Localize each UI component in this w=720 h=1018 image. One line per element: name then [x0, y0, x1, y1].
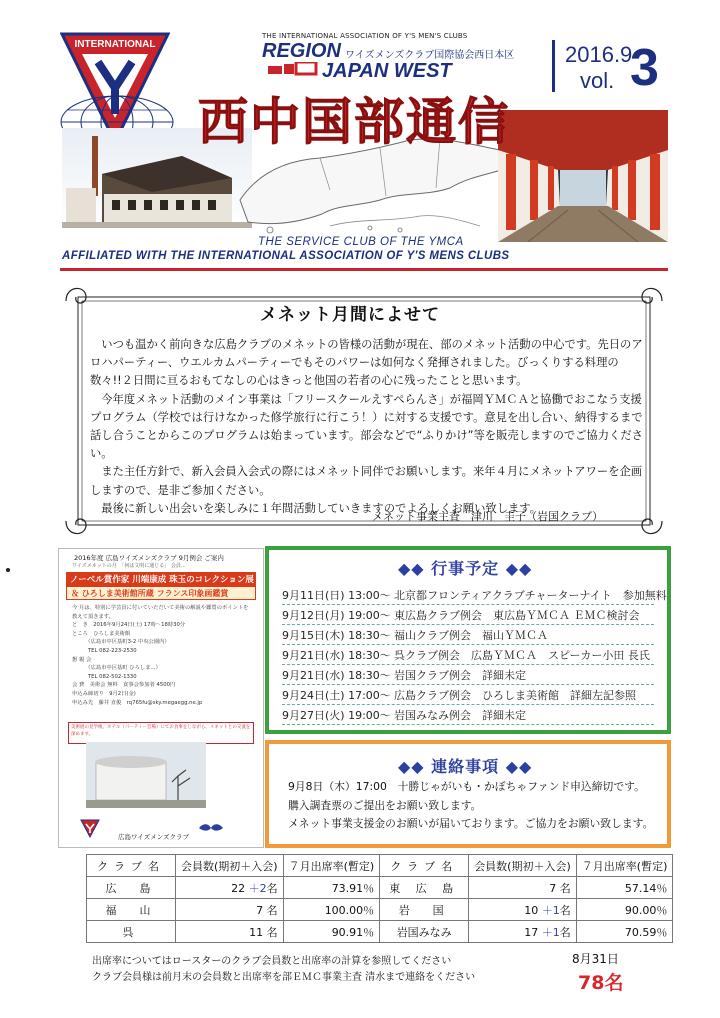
flyer-line: ところ ひろしま美術館: [72, 630, 131, 637]
flyer-line: 今 月は、特別に学芸員に付いていただいて美術の解説や鑑賞のポイントを教えて頂きます。: [72, 605, 249, 620]
col-header: 会員数(期初＋入会): [469, 855, 577, 877]
footer-date: 8月31日: [572, 952, 619, 966]
flyer-line: TEL 082-223-2530: [72, 647, 137, 654]
event-desc: 広島クラブ例会 ひろしま美術館 詳細左記参照: [394, 689, 636, 702]
club-name: 広 島: [87, 877, 176, 899]
col-header: クラブ名: [380, 855, 469, 877]
member-count: [176, 877, 284, 899]
flyer-details: [72, 604, 252, 707]
club-name: 岩 国: [380, 899, 469, 921]
member-plus: ＋1: [541, 903, 560, 917]
member-base: 22: [231, 881, 246, 895]
member-unit: 名: [266, 903, 278, 917]
flyer-line: と き 2016年9月24日(土) 17時～18時30分: [72, 622, 186, 629]
logo-text: INTERNATIONAL: [74, 39, 156, 50]
shrine-corridor-photo: [498, 110, 668, 242]
ymca-small-logo: [80, 818, 100, 838]
notice-line: メネット事業支援金のお願いが届いております。ご協力をお願い致します。: [288, 817, 654, 830]
events-title: ◆◆ 行事予定 ◆◆: [398, 559, 533, 578]
flyer-note: 美術展の見学後、ホテル（パーティー会場）にてお食事をしながら、メネットとの交流を深めます。: [68, 722, 254, 744]
event-row: [282, 664, 654, 685]
member-count: [469, 921, 577, 943]
attendance-rate: 73.91％: [283, 877, 380, 899]
flyer-line: 申込み先 藤井 直俊 rq765fu@sky.megaegg.ne.jp: [72, 699, 203, 706]
flyer-banner-1: [66, 572, 256, 586]
issue-vol: vol.: [580, 68, 615, 93]
member-base: 11: [249, 925, 264, 939]
club-name: 東 広 島: [380, 877, 469, 899]
attendance-rate: 90.91％: [283, 921, 380, 943]
newsletter-title: 西中国部通信: [198, 92, 510, 151]
intro-paragraph: いつも温かく前向きな広島クラブのメネットの皆様の活動が現在、部のメネット活動の中心です。先日のアロハパーティー、ウエルカムパーティーでもそのパワーは如何なく発揮されました。びっくりする料理の数々!!２日間に亘るおもてなしの心はきっと他国の若者の心に残ったことと思います。: [90, 338, 643, 388]
issue-number: 3: [630, 39, 659, 97]
event-desc: 北京都フロンティアクラブチャーターナイト 参加無料: [394, 589, 667, 602]
museum-photo: [86, 742, 206, 808]
affiliated-line: AFFILIATED WITH THE INTERNATIONAL ASSOCIATION OF Y'S MENS CLUBS: [62, 250, 510, 262]
flyer-subtitle: ワイズメネットの月 「何は文明に通じる」 会員...: [72, 563, 186, 569]
flyer-title: 2016年度 広島ワイズメンズクラブ 9月例会 ご案内: [74, 554, 224, 562]
flyer-line: （広島市中区基町3-2 中央公園内）: [72, 639, 170, 646]
member-count: [469, 877, 577, 899]
event-date: 9月12日(月) 19:00～: [282, 609, 391, 622]
member-plus: ＋1: [541, 925, 560, 939]
attendance-rate: 70.59％: [576, 921, 673, 943]
intro-title: メネット月間によせて: [260, 305, 440, 325]
col-header: クラブ名: [87, 855, 176, 877]
event-date: 9月24日(土) 17:00～: [282, 689, 391, 702]
membership-table: [86, 854, 673, 943]
total-members: 78名: [578, 972, 624, 994]
region-emblem-icon: [268, 62, 318, 76]
member-base: 17: [524, 925, 539, 939]
wing-logo-icon: [198, 822, 224, 834]
member-count: [176, 921, 284, 943]
event-desc: 岩国みなみ例会 詳細未定: [394, 709, 526, 722]
footer-note-2: クラブ会員様は前月末の会員数と出席率を部ＥＭＣ事業主査 清水まで連絡をください: [92, 972, 476, 983]
member-base: 7: [549, 881, 557, 895]
flyer-line: TEL 082-502-1330: [72, 673, 137, 680]
member-base: 10: [524, 903, 539, 917]
club-name: 岩国みなみ: [380, 921, 469, 943]
member-base: 7: [256, 903, 264, 917]
club-name: 福 山: [87, 899, 176, 921]
member-unit: 名: [559, 925, 571, 939]
notices-body: [288, 778, 664, 834]
table-header-row: [87, 855, 673, 877]
member-unit: 名: [266, 881, 278, 895]
flyer-banner-2-text: ＆ ひろしま美術館所蔵 フランス印象画鑑賞: [71, 589, 229, 598]
attendance-rate: 100.00％: [283, 899, 380, 921]
intro-paragraph: 今年度メネット活動のメイン事業は「フリースクールえすぺらんさ」が福岡ＹＭＣＡと協働でおこなう支援プログラム（学校では行けなかった修学旅行に行こう！）に対する支援です。意見を出し合い、納得するまで話し合うことからこのプログラムは始まっています。部会などで“ふりかけ”等を販売しますのでご協力ください。: [90, 392, 643, 461]
attendance-rate: 57.14％: [576, 877, 673, 899]
club-name: 呉: [87, 921, 176, 943]
notice-line: 9月8日（木）17:00 十勝じゃがいも・かぼちゃファンド申込締切です。: [288, 780, 645, 793]
intro-body: [90, 336, 646, 518]
member-unit: 名: [559, 881, 571, 895]
col-header: 会員数(期初＋入会): [176, 855, 284, 877]
event-row: [282, 624, 654, 645]
event-desc: 呉クラブ例会 広島ＹＭＣＡ スピーカー小田 長氏: [394, 649, 650, 662]
member-count: [469, 899, 577, 921]
region-jp-label: ワイズメンズクラブ国際協会西日本区: [345, 50, 515, 61]
event-row: [282, 704, 654, 725]
event-date: 9月15日(木) 18:30～: [282, 629, 391, 642]
notices-title: ◆◆ 連絡事項 ◆◆: [398, 757, 533, 776]
col-header: ７月出席率(暫定): [576, 855, 673, 877]
event-row: [282, 584, 667, 605]
member-count: [176, 899, 284, 921]
intro-paragraph: 最後に新しい出会いを楽しみに１年間活動していきますのでよろしくお願い致します。: [101, 501, 541, 515]
flyer-banner-2: [66, 586, 256, 600]
issue-divider: [552, 40, 555, 92]
event-row: [282, 604, 654, 625]
margin-dot: [6, 568, 10, 572]
event-row: [282, 644, 654, 665]
col-header: ７月出席率(暫定): [283, 855, 380, 877]
intl-association-text: THE INTERNATIONAL ASSOCIATION OF Y'S MEN'S CLUBS: [262, 32, 468, 40]
attendance-rate: 90.00％: [576, 899, 673, 921]
member-unit: 名: [266, 925, 278, 939]
footer-note-1: 出席率についてはロースターのクラブ会員数と出席率の計算を参照してください: [92, 956, 452, 967]
flyer-footer: 広島ワイズメンズクラブ: [118, 833, 190, 841]
region-label: REGION: [262, 40, 341, 62]
event-date: 9月27日(火) 19:00～: [282, 709, 391, 722]
member-unit: 名: [559, 903, 571, 917]
table-row: [87, 899, 673, 921]
notice-line: 購入調査票のご提出をお願い致します。: [288, 798, 482, 812]
event-desc: 岩国クラブ例会 詳細未定: [394, 669, 526, 682]
event-desc: 東広島クラブ例会 東広島ＹＭＣＡ ＥＭＣ検討会: [394, 609, 640, 622]
header-divider: [60, 268, 668, 271]
intro-paragraph: また主任方針で、新入会員入会式の際にはメネット同伴でお願いします。来年４月にメネットアワーを企画しますので、是非ご参加ください。: [90, 465, 643, 497]
issue-date: 2016.9: [565, 42, 633, 67]
event-desc: 福山クラブ例会 福山ＹＭＣＡ: [394, 629, 548, 642]
service-club-line: THE SERVICE CLUB OF THE YMCA: [258, 236, 464, 248]
japan-west-label: JAPAN WEST: [322, 60, 452, 82]
flyer-line: 会 費 美術会 無料 食事会参加者 4500円: [72, 682, 176, 689]
member-plus: ＋2: [248, 881, 267, 895]
flyer-line: 申込み締切り 9月2日(金): [72, 690, 136, 697]
flyer-line: 懇 親 会: [72, 656, 92, 663]
event-date: 9月11日(日) 13:00～: [282, 589, 391, 602]
table-row: [87, 921, 673, 943]
table-row: [87, 877, 673, 899]
intro-signature: メネット事業主査 津川 圭子（岩国クラブ）: [372, 510, 604, 523]
event-row: [282, 684, 654, 705]
flyer-line: （広島市中区基町 ひろしま...）: [72, 665, 161, 672]
flyer-banner-1-text: ノーベル賞作家 川端康成 珠玉のコレクション展: [70, 575, 254, 585]
event-date: 9月21日(水) 18:30～: [282, 669, 391, 682]
event-date: 9月21日(水) 18:30～: [282, 649, 391, 662]
